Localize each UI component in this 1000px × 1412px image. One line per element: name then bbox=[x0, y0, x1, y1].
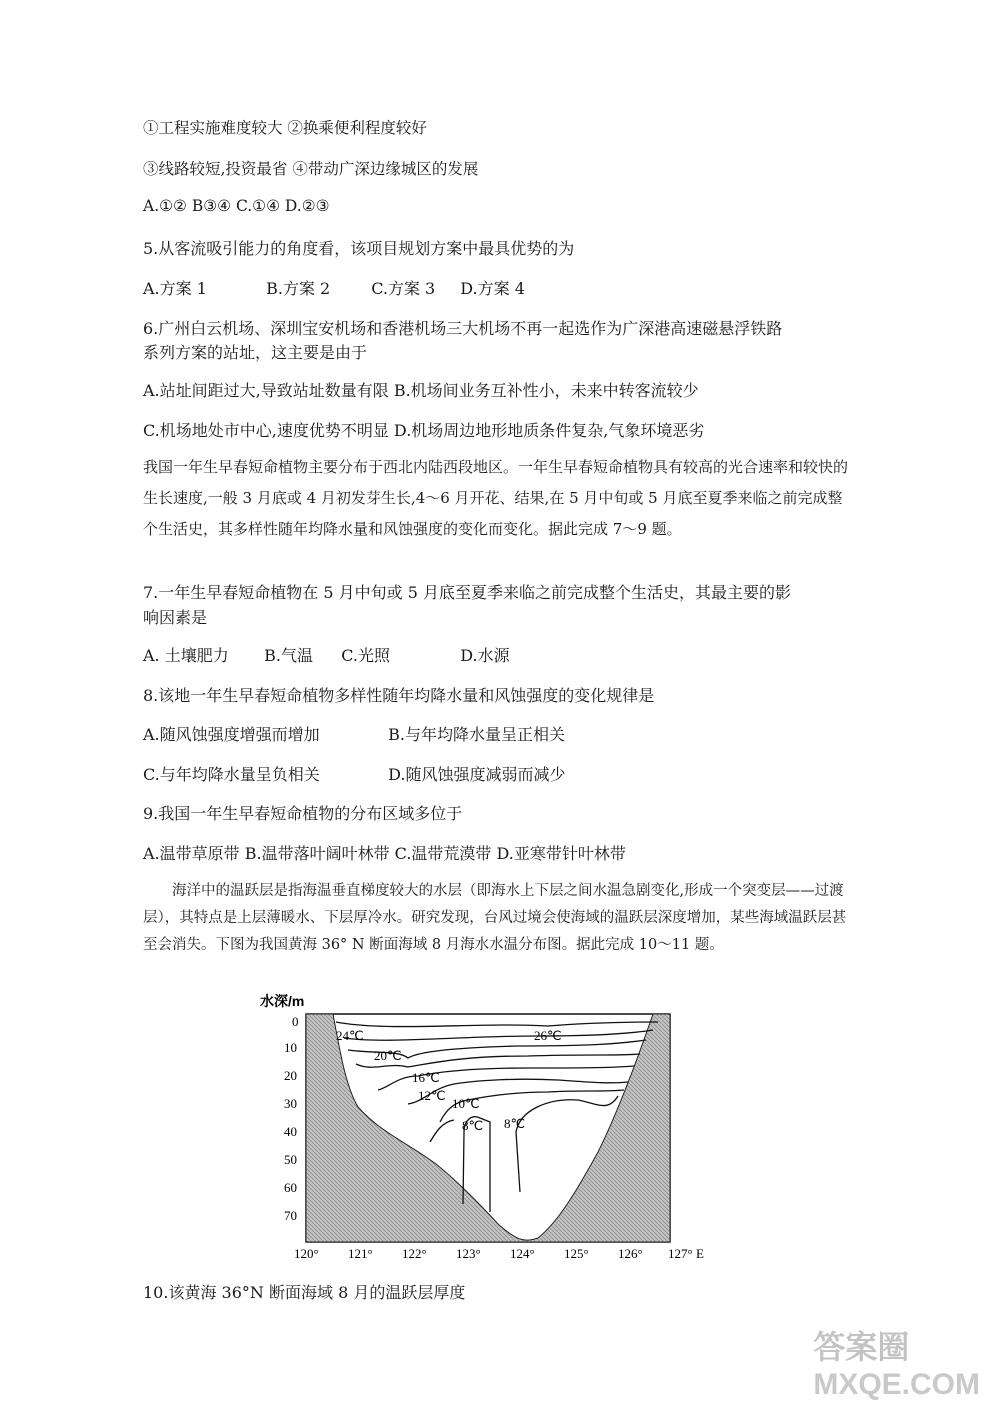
question-5-options bbox=[143, 276, 525, 299]
question-8-options-ab bbox=[143, 722, 565, 745]
q5-option-b: B.方案 2 bbox=[266, 279, 331, 298]
watermark-logo-text: 答案圈 bbox=[813, 1329, 910, 1365]
question-6-options-cd: C.机场地处市中心,速度优势不明显 D.机场周边地形地质条件复杂,气象环境恶劣 bbox=[143, 421, 705, 440]
question-10-stem: 10.该黄海 36°N 断面海域 8 月的温跃层厚度 bbox=[143, 1283, 466, 1302]
answer-options-q4: A.①② B③④ C.①④ D.②③ bbox=[143, 197, 330, 215]
reading-passage-thermocline: 海洋中的温跃层是指海温垂直梯度较大的水层（即海水上下层之间水温急剧变化,形成一个突变层——过渡层），其特点是上层薄暖水、下层厚冷水。研究发现，台风过境会使海域的温跃层深度增加，某些海域温跃层甚至会消失。下图为我国黄海 36° N 断面海域 8 月海水水温分布图。据此完成 10～11 题。 bbox=[143, 883, 847, 953]
depth-tick-30: 30 bbox=[284, 1096, 297, 1111]
question-7-stem-line-2: 响因素是 bbox=[143, 608, 208, 627]
question-5-stem: 5.从客流吸引能力的角度看，该项目规划方案中最具优势的为 bbox=[143, 239, 575, 258]
depth-axis-title: 水深/m bbox=[260, 993, 305, 1009]
isotherm-label-16: 16℃ bbox=[412, 1070, 440, 1085]
depth-tick-50: 50 bbox=[284, 1152, 297, 1167]
isotherm-label-10: 10℃ bbox=[452, 1096, 480, 1111]
statement-line-1: ①工程实施难度较大 ②换乘便利程度较好 bbox=[143, 119, 427, 137]
isotherm-label-8-west: 8℃ bbox=[462, 1118, 484, 1133]
isotherm-label-8-east: 8℃ bbox=[504, 1116, 526, 1131]
depth-tick-0: 0 bbox=[292, 1014, 299, 1029]
question-7-options bbox=[143, 643, 510, 666]
watermark-url: MXQE.COM bbox=[813, 1368, 980, 1401]
q7-option-a: A. 土壤肥力 bbox=[143, 646, 229, 665]
temperature-section-diagram bbox=[258, 992, 728, 1262]
q7-option-b: B.气温 bbox=[264, 646, 313, 665]
depth-tick-10: 10 bbox=[284, 1040, 297, 1055]
statement-line-2: ③线路较短,投资最省 ④带动广深边缘城区的发展 bbox=[143, 160, 479, 178]
lon-tick-121: 121° bbox=[348, 1246, 373, 1261]
depth-tick-60: 60 bbox=[284, 1180, 297, 1195]
lon-tick-126: 126° bbox=[618, 1246, 643, 1261]
question-8-stem: 8.该地一年生早春短命植物多样性随年均降水量和风蚀强度的变化规律是 bbox=[143, 686, 655, 705]
depth-tick-40: 40 bbox=[284, 1124, 297, 1139]
q7-option-d: D.水源 bbox=[460, 646, 510, 665]
q8-option-c: C.与年均降水量呈负相关 bbox=[143, 765, 320, 784]
isotherm-label-26: 26℃ bbox=[534, 1028, 562, 1043]
depth-tick-70: 70 bbox=[284, 1208, 297, 1223]
isotherm-label-20: 20℃ bbox=[374, 1048, 402, 1063]
lon-tick-123: 123° bbox=[456, 1246, 481, 1261]
isotherm-label-24: 24℃ bbox=[336, 1028, 364, 1043]
q8-option-a: A.随风蚀强度增强而增加 bbox=[143, 725, 320, 744]
lon-tick-120: 120° bbox=[294, 1246, 319, 1261]
question-7-stem-line-1: 7.一年生早春短命植物在 5 月中旬或 5 月底至夏季来临之前完成整个生活史，其最主要的影 bbox=[143, 583, 791, 602]
isotherm-label-12: 12℃ bbox=[418, 1088, 446, 1103]
question-6-stem-line-2: 系列方案的站址，这主要是由于 bbox=[143, 343, 368, 362]
site-watermark bbox=[813, 1322, 980, 1402]
lon-tick-124: 124° bbox=[510, 1246, 535, 1261]
temperature-section-figure bbox=[258, 992, 728, 1266]
q5-option-c: C.方案 3 bbox=[371, 279, 436, 298]
longitude-axis-ticks bbox=[294, 1246, 704, 1261]
question-6-stem-line-1: 6.广州白云机场、深圳宝安机场和香港机场三大机场不再一起选作为广深港高速磁悬浮铁路 bbox=[143, 319, 783, 338]
q8-option-b: B.与年均降水量呈正相关 bbox=[388, 725, 565, 744]
question-9-stem: 9.我国一年生早春短命植物的分布区域多位于 bbox=[143, 804, 463, 823]
depth-axis-ticks bbox=[284, 1014, 299, 1223]
reading-passage-plants: 我国一年生早春短命植物主要分布于西北内陆西段地区。一年生早春短命植物具有较高的光合速率和较快的生长速度,一般 3 月底或 4 月初发芽生长,4～6 月开花、结果,在 5 月中旬或 5 月底至夏季来临之前完成整个生活史，其多样性随年均降水量和风蚀强度的变化而变化。据此完成 7～9 题。 bbox=[143, 458, 849, 538]
question-8-options-cd bbox=[143, 762, 565, 785]
q8-option-d: D.随风蚀强度减弱而减少 bbox=[388, 765, 566, 784]
question-9-options: A.温带草原带 B.温带落叶阔叶林带 C.温带荒漠带 D.亚寒带针叶林带 bbox=[143, 844, 626, 863]
lon-tick-127: 127° E bbox=[668, 1246, 704, 1261]
lon-tick-125: 125° bbox=[564, 1246, 589, 1261]
q5-option-a: A.方案 1 bbox=[143, 279, 207, 298]
q7-option-c: C.光照 bbox=[341, 646, 390, 665]
q5-option-d: D.方案 4 bbox=[460, 279, 525, 298]
depth-tick-20: 20 bbox=[284, 1068, 297, 1083]
lon-tick-122: 122° bbox=[402, 1246, 427, 1261]
question-6-options-ab: A.站址间距过大,导致站址数量有限 B.机场间业务互补性小，未来中转客流较少 bbox=[143, 381, 699, 400]
